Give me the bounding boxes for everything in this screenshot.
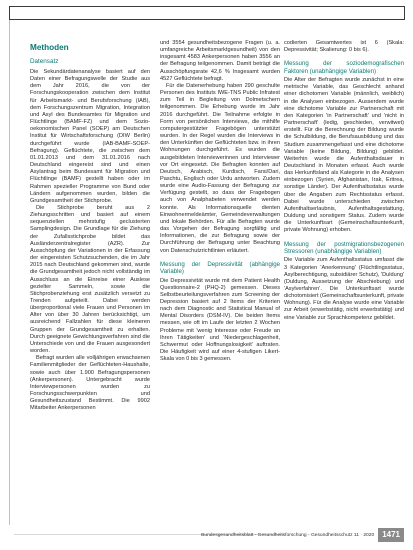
paragraph: Die Alter der Befragten wurde zunächst in eine metrische Variable, das Geschlecht anhand einer dichotomen Variable (männlich, weiblich) in die Analysen einbezogen. Ausserdem wurde eine dichotome Variable zur Partnerschaft mit den Kategorien 'in Partnerschaft' und 'nicht in Partnerschaft' (ledig, geschieden, verwitwet) erstellt. Für die Berechnung der Bildung wurde die Schulbildung, die Berufsausbildung und das Studium zusammengefasst und eine dichotome Variable (keine Bildung, Bildung) gebildet. Weiterhin wurde die Aufenthaltsdauer in Deutschland in Monaten erfasst. Auch wurde das Herkunftsland als Kategorie in die Analysen einbezogen (Syrien, Afghanistan, Irak, Eritrea, sonstige Länder). Der Aufenthaltsstatus wurde über die Angaben zum Rechtsstatus erfasst. Dabei wurde unterschieden zwischen Aufenthaltserlaubnis, Aufenthaltsgestattung, Duldung und sonstigem Status. Zudem wurde die Unterkunftsart (Gemeinschaftsunterkunft, private Wohnung) erhoben. <box>284 77 404 234</box>
subsection-heading: Messung der postmigrationsbezogenen Stressoren (unabhängige Variablen) <box>284 240 404 255</box>
column-2 <box>160 40 280 363</box>
subsection-heading: Messung der Depressivität (abhängige Variable) <box>160 260 280 276</box>
column-1 <box>30 40 150 413</box>
paragraph: codierten Gesamtwertes ist 6 (Skala: Depressivität; Skalierung: 0 bis 6). <box>284 40 404 54</box>
journal-citation: Bundesgesundheitsblatt - Gesundheitsforschung - Gesundheitsschutz 11 · 2020 <box>201 532 375 538</box>
left-rule <box>9 20 10 525</box>
section-heading: Methoden <box>30 43 69 52</box>
paragraph: Die Depressivität wurde mit dem Patient Health Questionnaire-2 (PHQ-2) gemessen. Dieses Selbstbeurteilungsverfahren zum Screening der Depression basiert auf 2 Items der Kriterien nach dem Diagnostic and Statistical Manual of Mental Disorders (DSM-IV). Die beiden Items messen, wie oft im Laufe der letzten 2 Wochen Probleme mit 'wenig Interesse oder Freude an Ihren Tätigkeiten' und 'Niedergeschlagenheit, Schwermut oder Hoffnungslosigkeit' auftraten. Die Häufigkeit wird auf einer 4-stufigen Likert-Skala von 0 bis 3 gemessen. <box>160 277 280 363</box>
paragraph: Für die Datenerhebung haben 290 geschulte Personen des Instituts IWE-TNS Public Infratest zum Teil in Begleitung von Dolmetschern teilgenommen. Die Erhebung wurde im Jahr 2016 durchgeführt. Die Teilnahme erfolgte in Form von persönlichen Interviews, die mithilfe computergestützter Fragebögen unterstützt wurden. In der Regel wurden die Interviews in den Unterkünften der Geflüchteten bzw. in ihren Wohnungen durchgeführt. Es wurden die ausgebildeten Interviewerinnen und Interviewer vor Ort eingesetzt. Die Befragten konnten auf Deutsch, Arabisch, Kurdisch, Farsi/Dari, Paschtu, Englisch oder Urdu antworten. Zudem wurde eine Audio-Fassung der Befragung zur Verfügung gestellt, so dass der Fragebogen auch von Analphabeten verwendet werden konnte. Als Informationsquelle dienten Einwohnermeldeämter, Gemeindeverwaltungen und lokale Behörden. Für alle Befragten wurde das Vorgehen der Befragung sorgfältig und Informationen, die zur Befragung sowie der Durchführung der Befragung unter Beachtung von Datenschutzrichtlinien erläutert. <box>160 82 280 254</box>
column-3 <box>284 40 404 322</box>
paragraph: Die Sekundärdatenanalyse basiert auf den Daten einer Befragungswelle der Studie aus dem Jahr 2016, die von der Forschungskooperation zwischen dem Institut für Arbeitsmarkt- und Berufsforschung (IAB), dem Forschungszentrum Migration, Integration und Asyl des Bundesamtes für Migration und Flüchtlinge (BAMF-FZ) und dem Sozio-oekonomischen Panel (SOEP) am Deutschen Institut für Wirtschaftsforschung (DIW Berlin) durchgeführt wurde (IAB-BAMF-SOEP-Befragung). Geflüchtete, die zwischen dem 01.01.2013 und dem 31.01.2016 nach Deutschland eingereist sind und einen Asylantrag beim Bundesamt für Migration und Flüchtlinge (BAMF) gestellt haben oder im Rahmen spezieller Programme von Bund oder Ländern aufgenommen wurden, bilden die Grundgesamtheit der Stichprobe. <box>30 69 150 204</box>
paragraph: und 3554 gesundheitsbezogene Fragen (u. a. umfangreiche Arbeitsmarktgesundheit) von den insgesamt 4583 Ankerpersonen haben 3556 an der Befragung teilgenommen. Damit beträgt die Ausschöpfungsrate 42,6 % Insgesamt wurden 4527 Geflüchtete befragt. <box>160 40 280 82</box>
paragraph: Die Variable zum Aufenthaltsstatus umfasst die 3 Kategorien 'Anerkennung' (Flüchtlingsstatus, Asylberechtigung, subsidiärer Schutz), 'Duldung' (Duldung, Aussetzung der Abschiebung) und 'Asylverfahren'. Die Unterkunftsart wurde dichotomisiert (Gemeinschaftsunterkunft, private Wohnung). Für die Analyse wurde eine Variable zur Arbeit (erwerbstätig, nicht erwerbstätig) und eine Variable zur Sprachkompetenz gebildet. <box>284 257 404 321</box>
page-number: 1471 <box>378 528 404 542</box>
subsection-heading: Datensatz <box>30 58 59 65</box>
subsection-heading: Messung der soziodemografischen Faktoren (unabhängige Variablen) <box>284 60 404 75</box>
paragraph: Die Stichprobe beruht aus 2 Ziehungsschritten und basiert auf einem sequenziellen mehrstufig geclusterten Samplingdesign. Die Grundlage für die Ziehung der Zufallsstichprobe bildet das Ausländerzentralregister (AZR). Zur Ausschöpfung der Variationen in der Erfassung der eingereisten Schutzsuchenden, die im Jahr 2015 nach Deutschland gekommen sind, wurde die Grundgesamtheit jedoch nicht vollständig im Ausschluss an die Einreise einer Auslese gezielter Sammeln, sowie die Stichprobenziehung erst zusätzlich versetzt zu Trenden aufgeteilt. Dabei werden überproportional viele Frauen und Personen im Alter von über 30 Jahren berücksichtigt, um ausreichend Fallzahlen für diese kleineren Gruppen der Grundgesamtheit zu erhalten. Durch geeignete Gewichtungsverfahren sind die Unterschiede von und die Frauen ausgesondert worden. <box>30 204 150 355</box>
header-bar <box>9 6 405 20</box>
paragraph: Befragt wurden alle volljährigen erwachsenen Familienmitglieder der Geflüchteten-Haushalte, sowie auch über 1.900 Befragungspersonen (Ankerpersonen). Untergebracht wurde Interviewpersonen wurden zu Forschungsschwerpunkten und Gesundheitszustand Bestimmt. Die 9902 Mitarbeiter Ankerpersonen <box>30 355 150 412</box>
page-footer <box>201 528 404 542</box>
